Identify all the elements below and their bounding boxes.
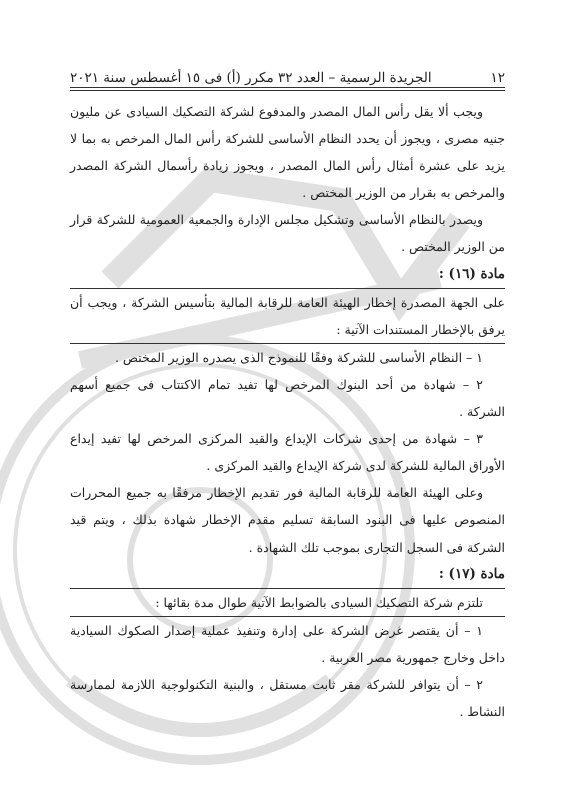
article-16-item-2: ٢ – شهادة من أحد البنوك المرخص لها تفيد تمام الاكتتاب فى جميع أسهم الشركة .: [70, 376, 505, 420]
gazette-issue-info: الجريدة الرسمية – العدد ٣٢ مكرر (أ) فى ١٥ أغسطس سنة ٢٠٢١: [70, 70, 432, 86]
article-16-title: مادة (١٦) :: [438, 265, 505, 282]
page-number: ١٢: [490, 70, 505, 86]
article-16-item-3: ٣ – شهادة من إحدى شركات الإيداع والقيد المركزى المرخص لها تفيد إيداع الأوراق المالية للشركة لدى شركة الإيداع والقيد المركزى .: [70, 431, 505, 474]
paragraph-bylaws: ويصدر بالنظام الأساسى وتشكيل مجلس الإدارة والجمعية العمومية للشركة قرار من الوزير المختص .: [70, 212, 505, 255]
article-17-title: مادة (١٧) :: [438, 565, 505, 582]
document-body: [70, 98, 505, 725]
header-divider-second: [70, 90, 505, 91]
article-16-item-1: ١ – النظام الأساسى للشركة وفقًا للنموذج الذى يصدره الوزير المختص .: [114, 349, 483, 365]
article-17-item-1: ١ – أن يقتصر غرض الشركة على إدارة وتنفيذ عملية إصدار الصكوك السيادية داخل وخارج جمهورية مصر العربية .: [70, 622, 505, 665]
paragraph-registration: وعلى الهيئة العامة للرقابة المالية فور تقديم الإخطار مرفقًا به جميع المحررات المنصوص عليها فى البنود السابقة تسليم مقدم الإخطار شهادة بذلك ، ويتم قيد الشركة فى السجل التجارى بموجب تلك الشهادة .: [70, 485, 505, 555]
article-17-item-2: ٢ – أن يتوافر للشركة مقر ثابت مستقل ، والبنية التكنولوجية اللازمة لممارسة النشاط .: [70, 676, 505, 720]
paragraph-obligations: تلتزم شركة التصكيك السيادى بالضوابط الآتية طوال مدة بقائها :: [155, 594, 483, 610]
page-header: [70, 60, 505, 86]
paragraph-capital: ويجب ألا يقل رأس المال المصدر والمدفوع لشركة التصكيك السيادى عن مليون جنيه مصرى ، ويجوز أن يحدد النظام الأساسى للشركة رأس المال المرخص به بما لا يزيد على عشرة أمثال رأس المال المصدر ، ويجوز زيادة رأسمال الشركة المصدر والمرخص به بقرار من الوزير المختص .: [70, 104, 505, 201]
header-divider: [70, 87, 505, 88]
paragraph-notification: على الجهة المصدرة إخطار الهيئة العامة للرقابة المالية بتأسيس الشركة ، ويجب أن يرفق بالإخطار المستندات الآتية :: [70, 294, 505, 337]
